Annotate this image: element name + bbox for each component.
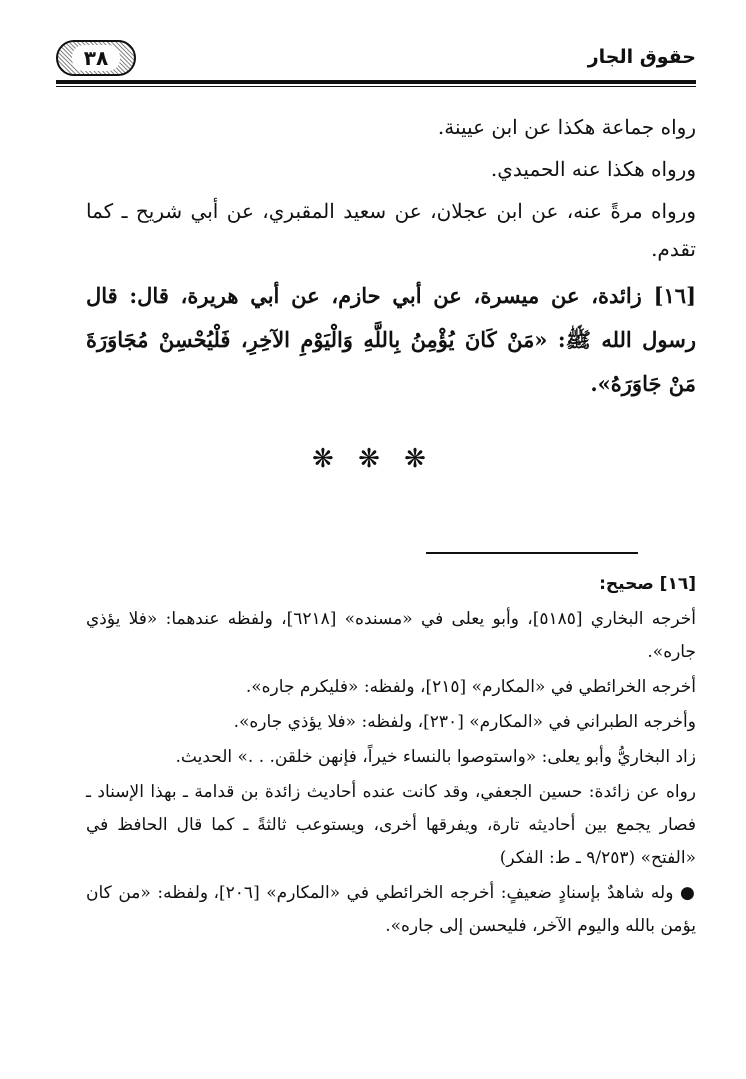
page-number-badge [56, 40, 136, 76]
header-rule-thin [56, 86, 696, 87]
footnote-line: أخرجه الخرائطي في «المكارم» [٢١٥]، ولفظه: «فليكرم جاره». [245, 677, 696, 697]
paragraph: رواه جماعة هكذا عن ابن عيينة. [437, 115, 696, 139]
footnote-line: وأخرجه الطبراني في «المكارم» [٢٣٠]، ولفظه: «فلا يؤذي جاره». [233, 712, 696, 732]
hadith-paragraph [86, 274, 696, 406]
footnote-line: أخرجه البخاري [٥١٨٥]، وأبو يعلى في «مسنده» [٦٢١٨]، ولفظه عندهما: «فلا يؤذي جاره». [86, 609, 696, 662]
main-text [86, 108, 696, 410]
hadith-number: [١٦] [653, 283, 696, 308]
header-rule-thick [56, 80, 696, 84]
footnote-line: زاد البخاريُّ وأبو يعلى: «واستوصوا بالنساء خيراً، فإنهن خلقن. . .» الحديث. [175, 747, 696, 767]
footnote-line: ● وله شاهدٌ بإسنادٍ ضعيفٍ: أخرجه الخرائطي في «المكارم» [٢٠٦]، ولفظه: «من كان يؤمن بالله واليوم الآخر، فليحسن إلى جاره». [86, 883, 697, 936]
footnotes [86, 568, 696, 945]
hadith-text: زائدة، عن ميسرة، عن أبي حازم، عن أبي هريرة، قال: قال رسول الله ﷺ: «مَنْ كَانَ يُؤْمِنُ بِاللَّهِ وَالْيَوْمِ الآخِرِ، فَلْيُحْسِنْ مُجَاوَرَةَ مَنْ جَاوَرَهُ». [86, 283, 696, 396]
footnote-label: [١٦] صحيح: [599, 574, 696, 594]
running-title: حقوق الجار [587, 46, 696, 68]
footnote-line: رواه عن زائدة: حسين الجعفي، وقد كانت عنده أحاديث زائدة بن قدامة ـ بهذا الإسناد ـ فصار يجمع بين أحاديثه تارة، ويفرقها أخرى، ويستوعب ثالثةً ـ كما قال الحافظ في «الفتح» (٩/٢٥٣ ـ ط: الفكر) [86, 782, 696, 868]
page-number: ٣٨ [72, 45, 120, 71]
footnote-rule [426, 552, 638, 554]
section-separator: ❋ ❋ ❋ [312, 444, 434, 474]
page-header [56, 38, 696, 86]
paragraph: ورواه هكذا عنه الحميدي. [490, 157, 696, 181]
paragraph: ورواه مرةً عنه، عن ابن عجلان، عن سعيد المقبري، عن أبي شريح ـ كما تقدم. [86, 199, 696, 261]
